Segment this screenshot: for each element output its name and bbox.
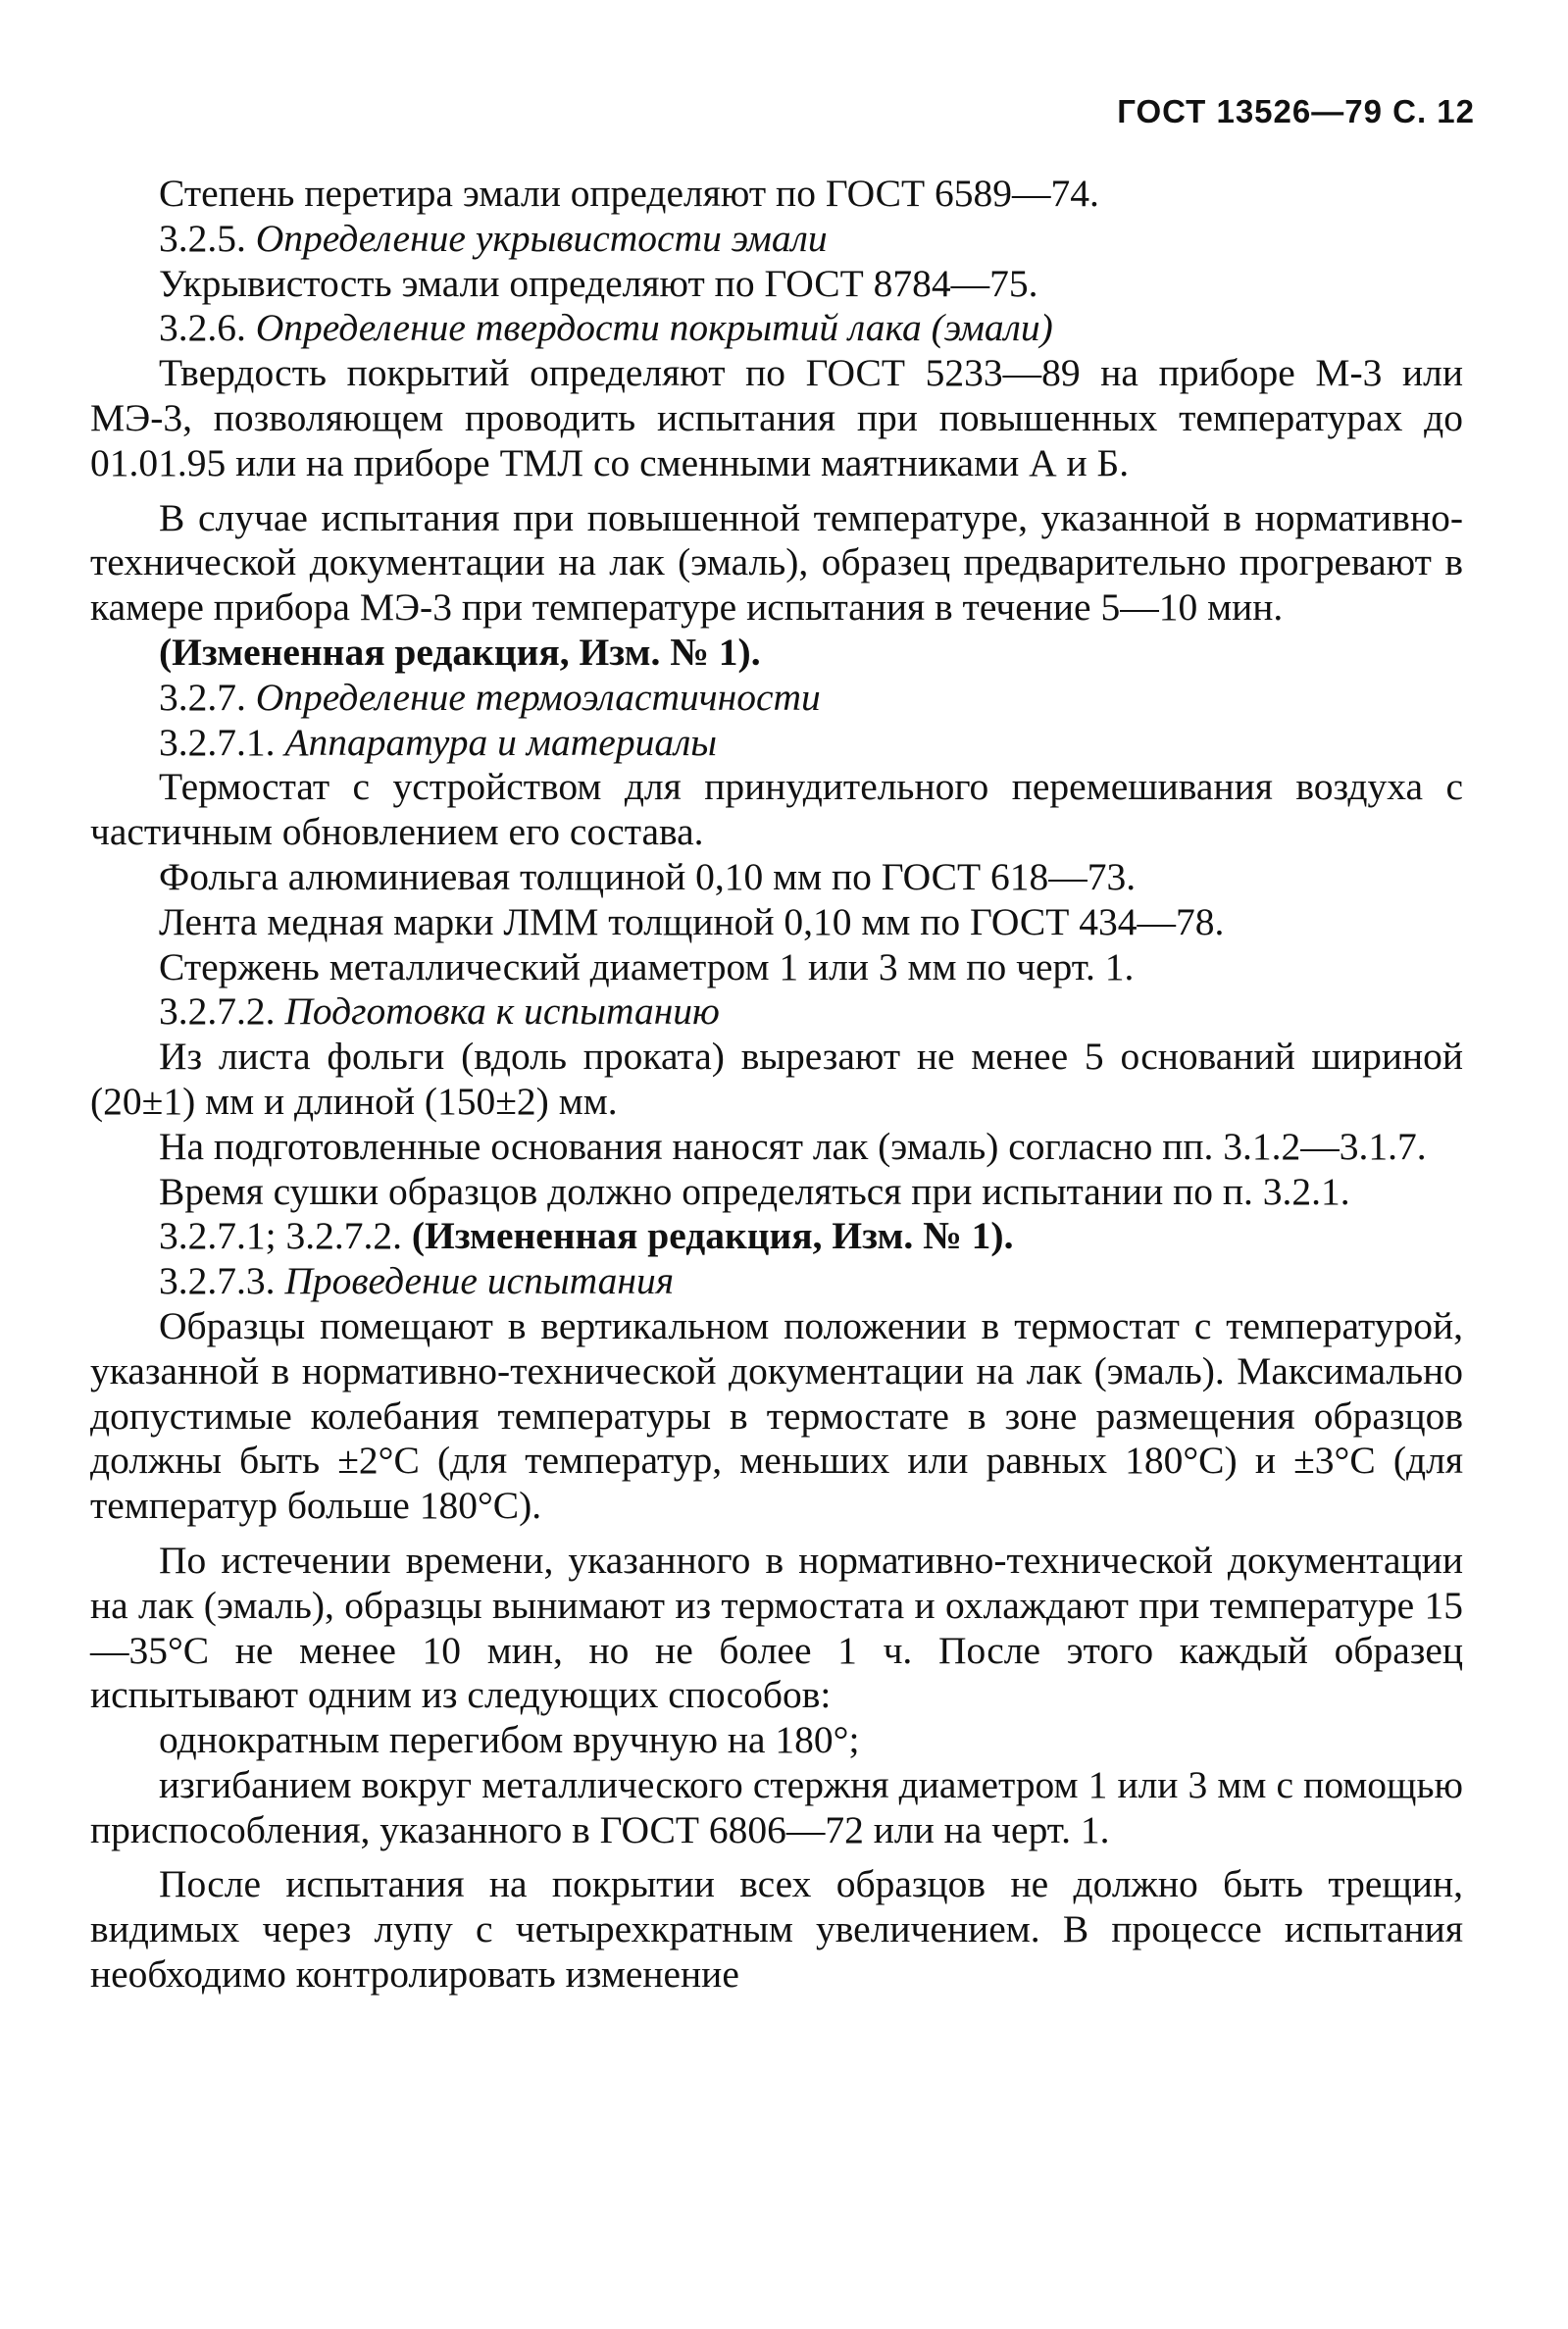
section-title: Проведение испытания <box>284 1259 675 1303</box>
paragraph: Фольга алюминиевая толщиной 0,10 мм по ГОСТ 618—73. <box>159 854 1137 898</box>
paragraph: Твердость покрытий определяют по ГОСТ 5233—89 на приборе М-3 или МЭ-3, позволяющем проводить испытания при повышенных температурах до 01.01.95 или на приборе ТМЛ со сменными маятниками А и Б. <box>90 351 1463 484</box>
paragraph: После испытания на покрытии всех образцов не должно быть трещин, видимых через лупу с четырехкратным увеличением. В процессе испытания необходимо контролировать изменение <box>90 1862 1463 1997</box>
section-title: Определение твердости покрытий лака (эмали) <box>255 306 1053 350</box>
revision-note: 3.2.7.1; 3.2.7.2. (Измененная редакция, Изм. № 1). <box>159 1214 1014 1258</box>
paragraph: Термостат с устройством для принудительного перемешивания воздуха с частичным обновлением его состава. <box>90 765 1463 854</box>
section-number: 3.2.6. <box>159 306 246 350</box>
page-header: ГОСТ 13526—79 С. 12 <box>1117 93 1475 129</box>
section-number: 3.2.7.3. <box>159 1259 276 1303</box>
section-title: Определение термоэластичности <box>255 675 821 719</box>
section-number: 3.2.5. <box>159 216 246 260</box>
paragraph: Укрывистость эмали определяют по ГОСТ 8784—75. <box>159 261 1038 305</box>
section-heading <box>90 1259 1463 1304</box>
section-number: 3.2.7.1; 3.2.7.2. <box>159 1214 402 1258</box>
paragraph: Лента медная марки ЛММ толщиной 0,10 мм по ГОСТ 434—78. <box>159 899 1225 943</box>
paragraph: Образцы помещают в вертикальном положении в термостат с температурой, указанной в нормативно-технической документации на лак (эмаль). Максимально допустимые колебания температуры в термостате в зоне размещения образцов должны быть ±2°С (для температур, меньших или равных 180°С) и ±3°С (для температур больше 180°С). <box>90 1303 1463 1528</box>
section-title: Аппаратура и материалы <box>284 720 718 764</box>
paragraph: Степень перетира эмали определяют по ГОСТ 6589—74. <box>159 172 1099 215</box>
list-item: однократным перегибом вручную на 180°; <box>159 1718 860 1762</box>
paragraph: Стержень металлический диаметром 1 или 3 мм по черт. 1. <box>159 944 1135 988</box>
paragraph: Из листа фольги (вдоль проката) вырезают не менее 5 оснований шириной (20±1) мм и длиной (150±2) мм. <box>90 1035 1463 1123</box>
section-title: Подготовка к испытанию <box>284 989 720 1034</box>
section-heading <box>90 306 1463 351</box>
list-item: изгибанием вокруг металлического стержня диаметром 1 или 3 мм с помощью приспособления, указанного в ГОСТ 6806—72 или на черт. 1. <box>90 1762 1463 1851</box>
section-heading <box>90 217 1463 262</box>
section-heading <box>90 676 1463 721</box>
revision-note: (Измененная редакция, Изм. № 1). <box>159 630 761 674</box>
section-number: 3.2.7.1. <box>159 720 276 764</box>
section-heading <box>90 721 1463 766</box>
section-number: 3.2.7. <box>159 675 246 719</box>
section-heading <box>90 989 1463 1035</box>
paragraph: Время сушки образцов должно определяться при испытании по п. 3.2.1. <box>159 1169 1350 1213</box>
paragraph: В случае испытания при повышенной температуре, указанной в нормативно-технической документации на лак (эмаль), образец предварительно прогревают в камере прибора МЭ-3 при температуре испытания в течение 5—10 мин. <box>90 495 1463 630</box>
section-title: Определение укрывистости эмали <box>255 216 828 260</box>
paragraph: На подготовленные основания наносят лак (эмаль) согласно пп. 3.1.2—3.1.7. <box>159 1124 1427 1168</box>
document-body <box>90 172 1463 1998</box>
paragraph: По истечении времени, указанного в нормативно-технической документации на лак (эмаль), образцы вынимают из термостата и охлаждают при температуре 15—35°С не менее 10 мин, но не более 1 ч. После этого каждый образец испытывают одним из следующих способов: <box>90 1538 1463 1717</box>
section-number: 3.2.7.2. <box>159 989 276 1034</box>
